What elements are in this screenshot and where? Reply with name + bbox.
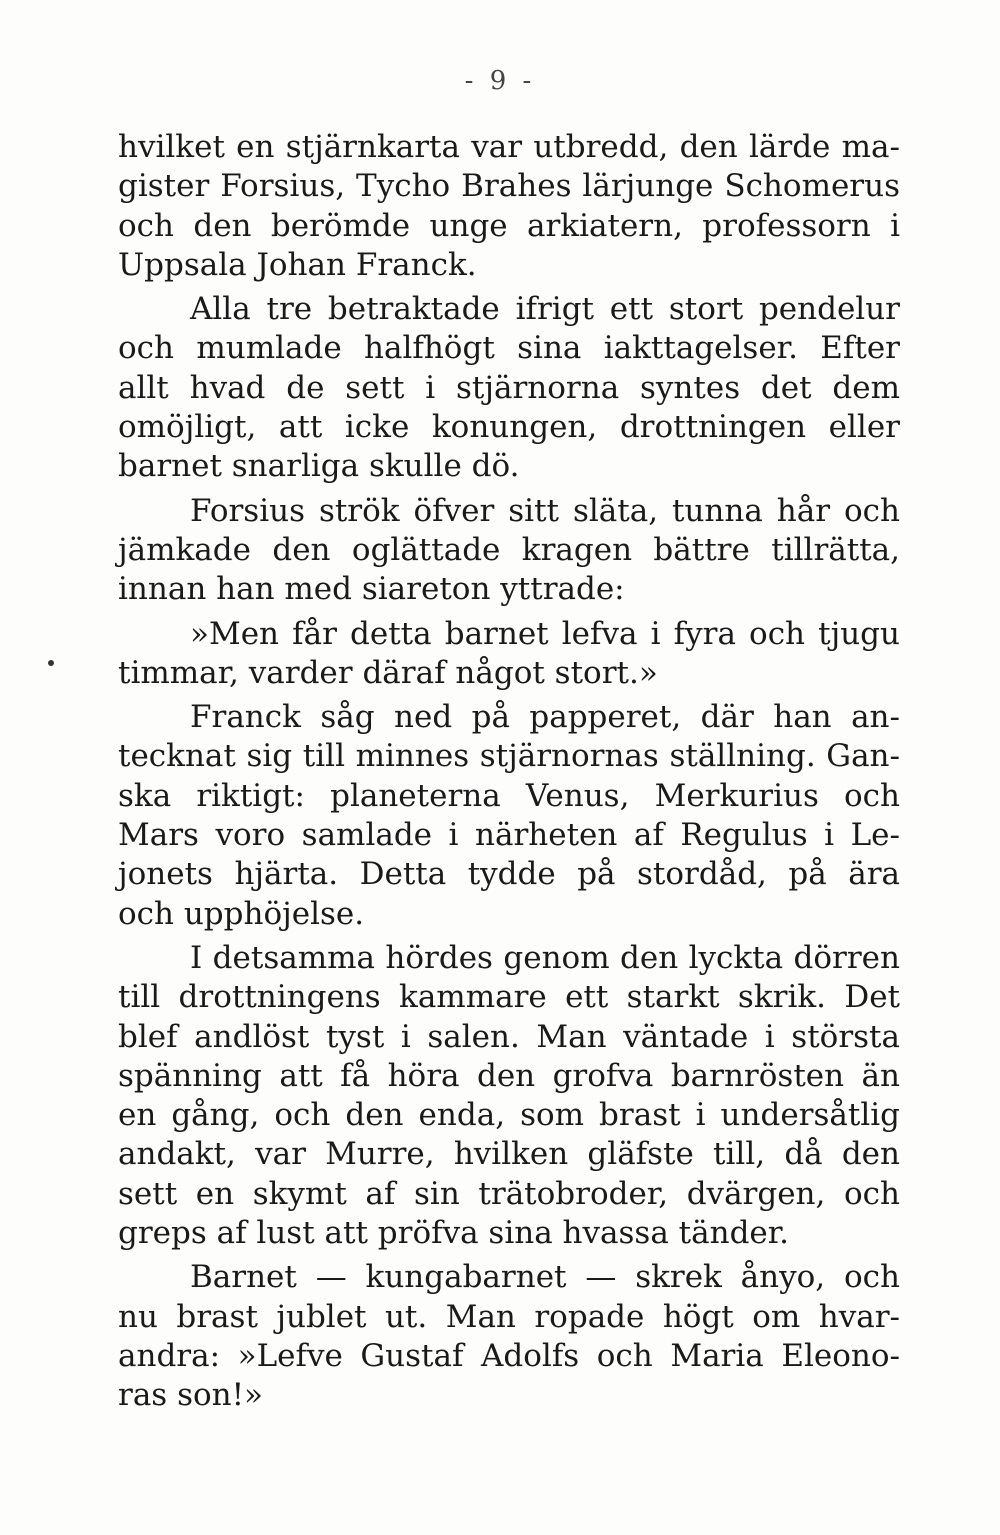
page-number: - 9 - (464, 66, 536, 96)
text-line: »Men får detta barnet lefva i fyra och tjugu (190, 615, 900, 652)
text-line: och upphöjelse. (118, 895, 365, 932)
text-line: allt hvad de sett i stjärnorna syntes det dem (118, 369, 900, 406)
paragraph (118, 492, 900, 610)
text-line: ras son!» (118, 1377, 264, 1414)
text-line: greps af lust att pröfva sina hvassa tänder. (118, 1215, 790, 1252)
text-line: och den berömde unge arkiatern, professorn i (118, 207, 900, 244)
text-line: andakt, var Murre, hvilken gläfste till, då den (118, 1136, 900, 1173)
text-line: nu brast jublet ut. Man ropade högt om hvar- (118, 1298, 900, 1335)
text-line: I detsamma hördes genom den lyckta dörren (190, 939, 900, 976)
text-line: ska riktigt: planeterna Venus, Merkurius och (118, 777, 900, 814)
text-line: Mars voro samlade i närheten af Regulus i Le- (118, 817, 900, 854)
text-line: till drottningens kammare ett starkt skrik. Det (118, 979, 900, 1016)
margin-mark (48, 660, 54, 666)
text-line: barnet snarliga skulle dö. (118, 448, 520, 485)
text-line: Barnet — kungabarnet — skrek ånyo, och (190, 1259, 900, 1296)
text-line: omöjligt, att icke konungen, drottningen eller (118, 409, 900, 446)
text-line: innan han med siareton yttrade: (118, 571, 625, 608)
body-text (118, 128, 900, 1416)
text-line: Franck såg ned på papperet, där han an- (190, 699, 900, 736)
text-line: hvilket en stjärnkarta var utbredd, den lärde ma- (118, 129, 900, 165)
text-line: Alla tre betraktade ifrigt ett stort pendelur (190, 291, 900, 328)
paragraph (118, 939, 900, 1253)
text-line: tecknat sig till minnes stjärnornas ställning. Gan- (118, 738, 900, 775)
text-line: timmar, varder däraf något stort.» (118, 654, 658, 691)
paragraph (118, 290, 900, 486)
text-line: spänning att få höra den grofva barnrösten än (118, 1057, 900, 1094)
paragraph (118, 1258, 900, 1415)
paragraph (118, 615, 900, 694)
text-line: jämkade den oglättade kragen bättre tillrätta, (118, 531, 900, 568)
text-line: jonets hjärta. Detta tydde på stordåd, på ära (118, 856, 900, 893)
text-line: en gång, och den enda, som brast i undersåtlig (118, 1097, 900, 1134)
paragraph (118, 698, 900, 934)
paragraph (118, 128, 900, 285)
text-line: och mumlade halfhögt sina iakttagelser. Efter (118, 330, 900, 367)
text-line: gister Forsius, Tycho Brahes lärjunge Schomerus (118, 168, 900, 205)
text-line: blef andlöst tyst i salen. Man väntade i största (118, 1018, 900, 1055)
text-line: sett en skymt af sin trätobroder, dvärgen, och (118, 1175, 900, 1212)
text-line: andra: »Lefve Gustaf Adolfs och Maria Eleono- (118, 1337, 900, 1374)
text-line: Uppsala Johan Franck. (118, 246, 477, 283)
text-line: Forsius strök öfver sitt släta, tunna hår och (190, 492, 900, 529)
